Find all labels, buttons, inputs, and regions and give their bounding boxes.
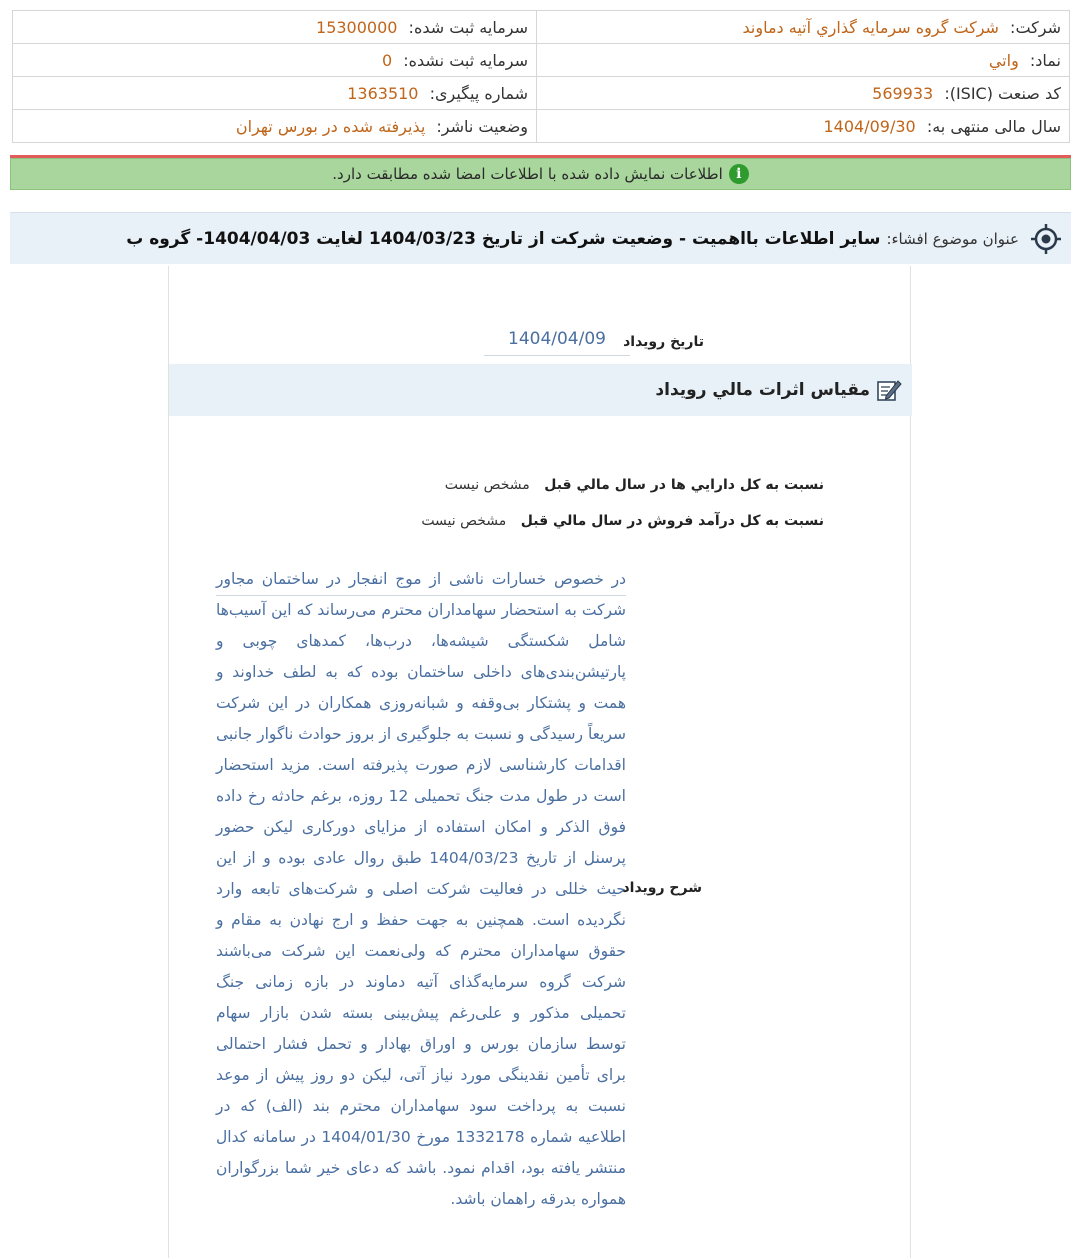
info-row (13, 11, 1070, 44)
financial-effects-title: مقياس اثرات مالي رويداد (655, 380, 870, 400)
subject-title: سایر اطلاعات بااهمیت - وضعیت شرکت از تاریخ 1404/03/23 لغایت 1404/04/03- گروه ب (126, 228, 881, 249)
registered-capital-value: 15300000 (316, 17, 398, 37)
company-cell (537, 11, 1070, 44)
symbol-label: نماد: (1029, 50, 1061, 70)
company-label: شرکت: (1010, 17, 1061, 37)
subject-bar (10, 212, 1071, 264)
info-row (13, 110, 1070, 143)
event-description-label: شرح رویداد (622, 880, 702, 896)
event-date-row (167, 324, 910, 360)
info-row (13, 44, 1070, 77)
fiscal-year-value: 1404/09/30 (823, 116, 916, 136)
fiscal-year-cell (537, 110, 1070, 143)
publisher-status-value: پذیرفته شده در بورس تهران (235, 116, 426, 136)
event-date-label: تاریخ رویداد (623, 334, 704, 350)
info-row (13, 77, 1070, 110)
unregistered-capital-label: سرمایه ثبت نشده: (403, 50, 528, 70)
subject-label: عنوان موضوع افشاء: (886, 229, 1019, 248)
event-description-text: در خصوص خسارات ناشی از موج انفجار در ساختمان مجاور شرکت به استحضار سهامداران محترم می‌رساند که این آسیب‌ها شامل شکستگی شیشه‌ها، درب‌ها، کمدهای چوبی و پارتیشن‌بندی‌های داخلی ساختمان بوده که به لطف خداوند و همت و پشتکار بی‌وقفه و شبانه‌روزی همکاران در این شرکت سریعاً رسیدگی و نسبت به جلوگیری از بروز حوادث ناگوار جانبی اقدامات کارشناسی لازم صورت پذیرفته است. مزید استحضار است در طول مدت جنگ تحمیلی 12 روزه، برغم حادثه رخ داده فوق الذکر و امکان استفاده از مزایای دورکاری لیکن حضور پرسنل از تاریخ 1404/03/23 طبق روال عادی بوده و از این حیث خللی در فعالیت شرکت اصلی و شرکت‌های تابعه وارد نگردیده است. همچنین به جهت حفظ و ارج نهادن به مقام و حقوق سهامداران محترم که ولی‌نعمت این شرکت می‌باشند شرکت گروه سرمایه‌گذای آتیه دماوند در بازه زمانی جنگ تحمیلی مذکور و علی‌رغم پیش‌بینی بسته شدن بازار سهام توسط سازمان بورس و اوراق بهادار و تحمل فشار احتمالی برای تأمین نقدینگی مورد نیاز آتی، لیکن دو روز پیش از موعد نسبت به پرداخت سود سهامداران محترم بند (الف) که در اطلاعیه شماره 1332178 مورخ 1404/01/30 در سامانه کدال منتشر یافته بود، اقدام نمود. باشد که دعای خیر شما بزرگواران همواره بدرقه راهمان باشد. (216, 570, 627, 1208)
ratio-revenue-label: نسبت به کل درآمد فروش در سال مالي قبل (520, 513, 824, 529)
publisher-status-cell (13, 110, 537, 143)
tracking-value: 1363510 (347, 83, 419, 103)
tracking-cell (13, 77, 537, 110)
isic-value: 569933 (872, 83, 934, 103)
company-value[interactable]: شرکت گروه سرمايه گذاري آتيه دماوند (742, 17, 999, 37)
ratio-revenue-value: مشخص نيست (421, 513, 507, 529)
ratio-revenue-row (421, 513, 824, 529)
ratio-assets-label: نسبت به کل دارايي ها در سال مالي قبل (544, 477, 824, 493)
ratio-assets-row (445, 477, 824, 493)
edit-document-icon (876, 377, 902, 403)
isic-label: کد صنعت (ISIC): (944, 83, 1061, 103)
target-icon (1029, 222, 1063, 256)
signature-match-notice (10, 158, 1071, 190)
publisher-status-label: وضعیت ناشر: (436, 116, 528, 136)
symbol-cell (537, 44, 1070, 77)
tracking-label: شماره پیگیری: (429, 83, 528, 103)
unregistered-capital-cell (13, 44, 537, 77)
isic-cell (537, 77, 1070, 110)
symbol-value[interactable]: واتي (988, 50, 1019, 70)
fiscal-year-label: سال مالی منتهی به: (926, 116, 1061, 136)
ratio-assets-value: مشخص نيست (444, 477, 530, 493)
registered-capital-cell (13, 11, 537, 44)
company-info-table (12, 10, 1070, 143)
notice-text: اطلاعات نمایش داده شده با اطلاعات امضا شده مطابقت دارد. (332, 165, 723, 183)
event-date-value: 1404/04/09 (484, 324, 630, 356)
registered-capital-label: سرمایه ثبت شده: (408, 17, 528, 37)
unregistered-capital-value: 0 (381, 50, 393, 70)
financial-effects-header (169, 364, 912, 416)
event-content-panel (168, 266, 911, 1258)
info-icon: i (729, 164, 749, 184)
